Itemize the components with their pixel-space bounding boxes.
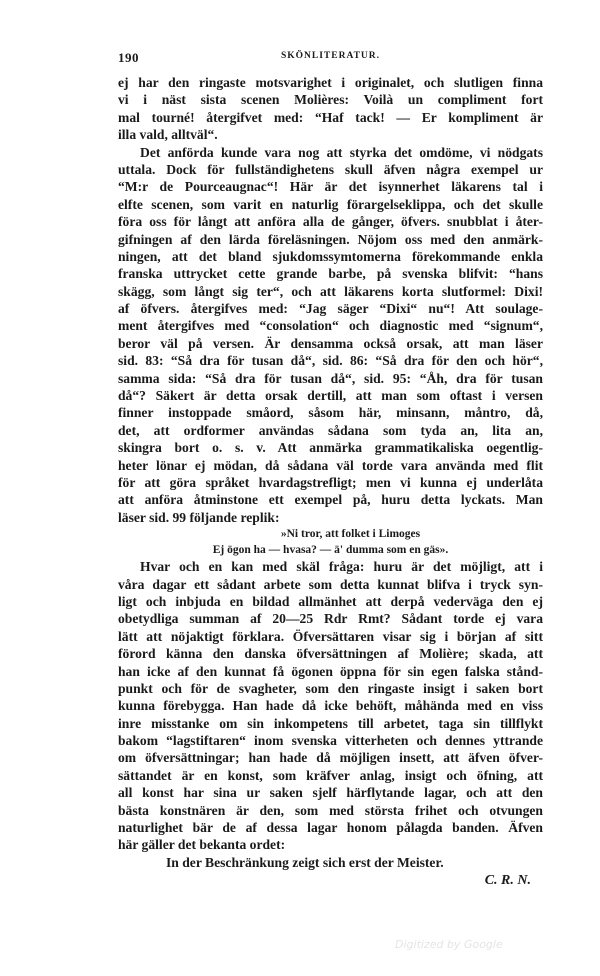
page-number: 190	[118, 50, 139, 65]
text-line: illa vald, alltväl“.	[118, 127, 218, 143]
text-line: ej har den ringaste motsvarighet i originalet, och slutligen finna	[118, 75, 543, 90]
text-line: sättandet är en konst, som kräfver anlag, insigt och öfning, att	[118, 767, 543, 783]
text-line: här gäller det bekanta ordet:	[118, 837, 286, 853]
quote-line: »Ni tror, att folket i Limoges	[280, 528, 421, 541]
text-line: inre misstanke om sin inkompetens till arbetet, taga sin tillflykt	[118, 715, 543, 731]
watermark: Digitized by Google	[395, 938, 503, 951]
text-line: Hvar och en kan med skäl fråga: huru är det möjligt, att i	[140, 559, 543, 575]
text-line: han icke af den kunnat få ögonen öppna för sin egen falska stånd-	[118, 663, 543, 679]
page-header	[118, 50, 543, 66]
text-line: uttala. Dock för fullständighetens skull äfven några exempel ur	[118, 161, 543, 177]
text-line: beror väl på versen. Är densamma också orsak, att man läser	[118, 335, 543, 351]
text-line: all konst har sina ur saken sjelf härflytande lagar, och att den	[118, 785, 543, 801]
text-line: förord känna den danska öfversättningen af Molière; skada, att	[118, 646, 543, 662]
text-line: sid. 83: “Så dra för tusan då“, sid. 86: “Så dra för den och hör“,	[118, 353, 543, 369]
text-line: mal tourné! återgifvet med: “Haf tack! — Er kompliment är	[118, 109, 543, 125]
text-line: det, att ordformer användas sådana som tyda an, lita an,	[118, 422, 543, 438]
text-line: skägg, som långt sig ter“, och att läkarens korta slutformel: Dixi!	[118, 283, 543, 299]
text-line: om öfversättningar; han hade då möjligen insett, att äfven öfver-	[118, 750, 543, 766]
body-text	[118, 74, 543, 891]
text-line: läser sid. 99 följande replik:	[118, 509, 280, 525]
running-head: SKÖNLITERATUR.	[280, 51, 381, 61]
text-line: heter lönar ej mödan, då sådana väl torde vara använda med flit	[118, 457, 543, 473]
text-line: gifningen af den lärda föreläsningen. Nöjom oss med den anmärk-	[118, 231, 543, 247]
text-line: finner instoppade småord, såsom här, minsann, måntro, då,	[118, 405, 543, 421]
text-line: obetydliga summan af 20—25 Rdr Rmt? Sådant torde ej vara	[118, 611, 543, 627]
text-line: punkt och för de svagheter, som den ringaste insigt i saken bort	[118, 680, 543, 696]
text-line: Det anförda kunde vara nog att styrka det omdöme, vi nödgats	[140, 144, 543, 160]
text-line: vi i näst sista scenen Molières: Voilà un compliment fort	[118, 92, 543, 108]
text-line: för att göra språket hvardagstrefligt; men vi kunna ej underlåta	[118, 474, 543, 490]
text-line: naturlighet bär de af dessa lagar honom pålagda banden. Äfven	[118, 820, 543, 836]
motto-line: In der Beschränkung zeigt sich erst der Meister.	[166, 854, 444, 870]
text-line: bakom “lagstiftaren“ inom svenska vitterheten och dennes yttrande	[118, 733, 543, 749]
signature: C. R. N.	[484, 873, 531, 889]
text-line: då“? Säkert är detta orsak dertill, att man som oftast i versen	[118, 388, 543, 404]
text-line: kunna förebygga. Han hade då icke behöft, måhända med en viss	[118, 698, 543, 714]
text-line: af öfvers. återgifves med: “Jag säger “Dixi“ nu“! Att soulage-	[118, 301, 543, 317]
text-line: våra dagar ett sådant arbete som detta kunnat blifva i tryck syn-	[118, 576, 543, 592]
text-line: ligt och inbjuda en bildad allmänhet att derpå vederväga den ej	[118, 593, 543, 609]
text-line: ment återgifves med “consolation“ och diagnostic med “signum“,	[118, 318, 543, 334]
text-line: franska uttrycket cette grande barbe, på svenska blifvit: “hans	[118, 266, 543, 282]
text-line: elfte scenen, som varit en naturlig förargelseklippa, och det skulle	[118, 196, 543, 212]
text-line: samma sida: “Så dra för tusan då“, sid. 95: “Åh, dra för tusan	[118, 370, 543, 386]
quote-line: Ej ögon ha — hvasa? — ä' dumma som en gäs».	[212, 544, 449, 557]
text-line: skingra bort o. s. v. Att anmärka grammatikaliska oegentlig-	[118, 440, 543, 456]
text-line: att anföra åtminstone ett exempel på, huru detta lyckats. Man	[118, 492, 543, 508]
text-line: föra oss för långt att anföra alla de gånger, öfvers. snubblat i åter-	[118, 214, 543, 230]
text-line: lätt att nöjaktigt förklara. Öfversättaren visar sig i början af sitt	[118, 628, 543, 644]
text-line: bästa konstnären är den, som med största frihet och otvungen	[118, 802, 543, 818]
text-line: “M:r de Pourceaugnac“! Här är det isynnerhet läkarens tal i	[118, 179, 543, 195]
text-line: ningen, att det bland sjukdomssymtomerna förekommande enkla	[118, 248, 543, 264]
